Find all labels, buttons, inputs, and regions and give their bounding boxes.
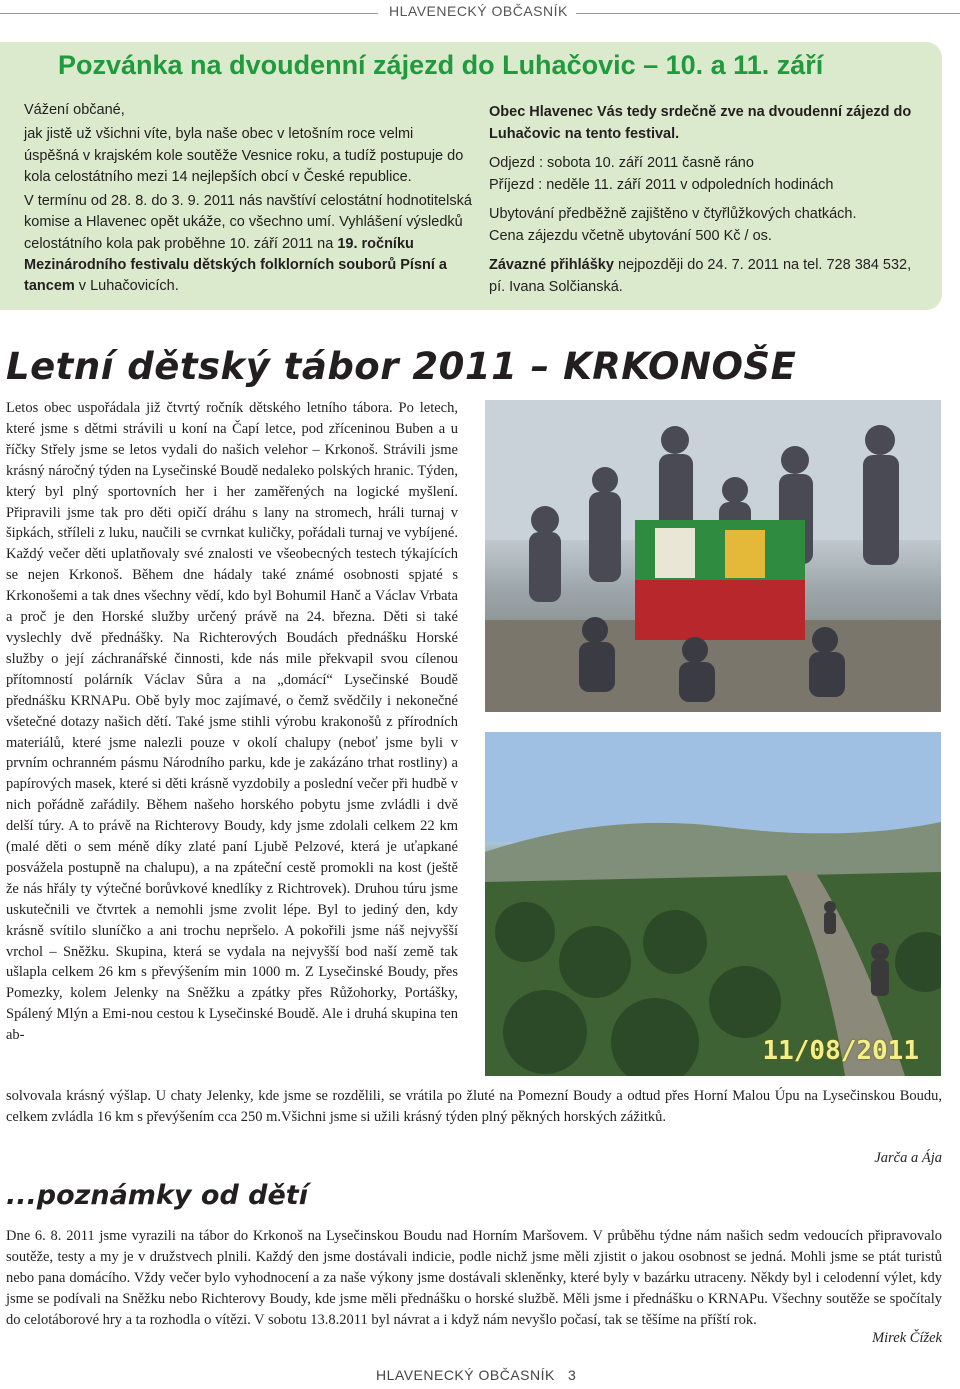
- camp-signature: Jarča a Ája: [874, 1150, 942, 1166]
- page-number: 3: [568, 1367, 577, 1383]
- notes-signature: Mirek Čížek: [872, 1330, 942, 1346]
- camp-article-continued: solvovala krásný výšlap. U chaty Jelenky, kde jsme se rozdělili, se vrátila po žluté na Pomezní Boudy a odtud přes Horní Malou Úpu na Lysečinskou Boudu, celkem zvládla 16 km s převýšením cca 250 m.Všichni jsme si užili krásný týden plný pěkných horských zážitků.: [6, 1088, 942, 1125]
- invitation-paragraph-2-text: V termínu od 28. 8. do 3. 9. 2011 nás navštíví celostátní hodnotitelská komise a Hlavenec opět ukáže, co všechno umí. Vyhlášení výsledků celostátního kola pak proběhne 10. září 2011 na: [24, 193, 472, 252]
- invitation-left-column: [24, 100, 472, 301]
- camp-article-text: Letos obec uspořádala již čtvrtý ročník dětského letního tábora. Po letech, které jsme s dětmi strávili u koní na Čapí letce, pod zříceninou Buben a u říčky Střely jsme se letos vydali do našich velehor – Krkonoš. Strávili jsme krásný náročný týden na Lysečinské Boudě nedaleko polských hranic. Týden, který byl plný sportovních her i her zaměřených na logické myšlení. Připravili jsme tak pro děti opičí dráhu s lany na stromech, hráli turnaj v šipkách, stříleli z luku, naučili se cvrnkat kuličky, pořádali turnaj ve vybíjené. Každý večer děti uplatňovaly své znalosti ve všeobecných testech týkajících se nejen Krkonoš. Během dne hádaly také známé osobnosti spjaté s Krkonošemi a tak dnes všechny vědí, kdo byl Bohumil Hanč a Václav Vrbata a proč je den Horské služby určený právě na 24. března. Děti si také vyslechly dvě přednášky. Na Richterových Boudách přednášku Horské služby o její záchranářské činnosti, kde nás mile překvapil svou cílenou přítomností polárník Václav Sůra a na „domácí“ Lysečinské Boudě přednášku KRNAPu. Obě byly moc zajímavé, o čemž svědčily i nekonečné všetečné dotazy našich dětí. Také jsme stihli výrobu krakonošů z přírodních materiálů, které jsme nalezli pouze v okolí chalupy (neboť jsme byli v prvním ochranném pásmu Národního parku, kde je zakázáno trhat rostliny) a papírových masek, které si děti krásně vyzdobily a poslední večer při hudbě v nich pořádně zařádily. Během našeho horského pobytu jsme zvládli i dvě delší túry. A to právě na Richterovy Boudy, kdy jsme zdolali celkem 22 km (malé děti o sem méně díky zlaté paní Ljubě Pelzové, která je uťapkané posvážela postupně na chalupu), a na zpáteční cestě promokli na kost (ještě že nás hřály ty výtečné borůvkové knedlíky z Richtrovek). Druhou túru jsme uskutečnili ve čtvrtek a nemohli jsme zvolit lépe. Byl to jediný den, kdy krásně svítilo sluníčko a ani trochu nepršelo. A pokořili jsme náš nejvyšší vrchol – Sněžku. Skupina, která se vydala na nejvyšší bod naší země tak ušlapla celkem 26 km s převýšením min 1000 m. Z Lysečinské Boudy, přes Pomezky, kolem Jelenky na Sněžku a zpátky přes Růžohorky, Portášky, Spálený Mlýn a Emi-nou cestou k Lysečinské Boudě. Ale i druhá skupina ten ab-: [6, 400, 458, 1044]
- registration-label: Závazné přihlášky: [489, 257, 614, 273]
- trip-accommodation: [489, 204, 929, 247]
- footer-title: HLAVENECKÝ OBČASNÍK: [376, 1367, 555, 1383]
- trip-times: [489, 153, 929, 196]
- header-title: HLAVENECKÝ OBČASNÍK: [389, 3, 568, 19]
- arrival: Příjezd : neděle 11. září 2011 v odpoledních hodinách: [489, 176, 834, 193]
- notes-title: ...poznámky od dětí: [6, 1180, 308, 1211]
- accommodation: Ubytování předběžně zajištěno v čtyřlůžkových chatkách.: [489, 206, 857, 222]
- notes-text: Dne 6. 8. 2011 jsme vyrazili na tábor do Krkonoš na Lysečinskou Boudu nad Horním Maršovem. V průběhu týdne nám našich sedm vedoucích připravovalo soutěže, testy a my je v družstvech plnili. Každý den jsme dostávali indicie, podle nichž jsme měli zjistit o jakou osobnost se jedná. Mohli jsme se ptát turistů nebo pana domácího. Vždy večer bylo vyhodnocení a za naše výkony jsme dostávali skleněnky, které byly v bazárku utraceny. Někdy byl i celodenní výlet, kdy jsme se podívali na Sněžku nebo Richterovy Boudy, kde jsme měli přednášku o horské službě. Měli jsme i přednášku o KRNAPu. Všechny soutěže se spočítaly do celotáborové hry a ta rozhodla o vítězi. V sobotu 13.8.2011 byl návrat a i když nám nevyšlo počasí, tak se těšíme na příští rok.: [6, 1228, 942, 1328]
- festival-name: 19. ročníku Mezinárodního festivalu dětských folklorních souborů Písní a tancem: [24, 235, 447, 295]
- invitation-paragraph-1: jak jistě už všichni víte, byla naše obec v letošním roce velmi úspěšná v krajském kole soutěže Vesnice roku, a tudíž postupuje do kola celostátního mezi 14 nejlepších obcí v České republice.: [24, 126, 464, 185]
- hiking-trail-illustration: [485, 732, 941, 1076]
- invitation-call: [489, 102, 929, 145]
- group-photo-flag: [485, 400, 941, 712]
- photo-date-stamp: 11/08/2011: [762, 1036, 919, 1066]
- header-rule-right: [576, 13, 960, 14]
- invitation-paragraph-2-end: v Luhačovicích.: [74, 278, 179, 295]
- invitation-call-text: Obec Hlavenec Vás tedy srdečně zve na dvoudenní zájezd do Luhačovic na tento festival.: [489, 104, 912, 142]
- group-photo-illustration: [485, 400, 941, 712]
- price: Cena zájezdu včetně ubytování 500 Kč / os.: [489, 227, 772, 244]
- hiking-trail-photo: [485, 732, 941, 1076]
- departure: Odjezd : sobota 10. září 2011 časně ráno: [489, 155, 754, 171]
- camp-title: Letní dětský tábor 2011 – KRKONOŠE: [6, 345, 797, 388]
- registration: [489, 255, 929, 298]
- footer: [376, 1367, 576, 1383]
- header-rule-left: [0, 13, 378, 14]
- greeting: Vážení občané,: [24, 102, 125, 118]
- invitation-right-column: [489, 102, 929, 306]
- invitation-title: Pozvánka na dvoudenní zájezd do Luhačovic – 10. a 11. září: [58, 50, 824, 80]
- registration-text: nejpozději do 24. 7. 2011 na tel. 728 384 532, pí. Ivana Solčianská.: [489, 257, 912, 295]
- invitation-paragraph-2: [24, 191, 472, 297]
